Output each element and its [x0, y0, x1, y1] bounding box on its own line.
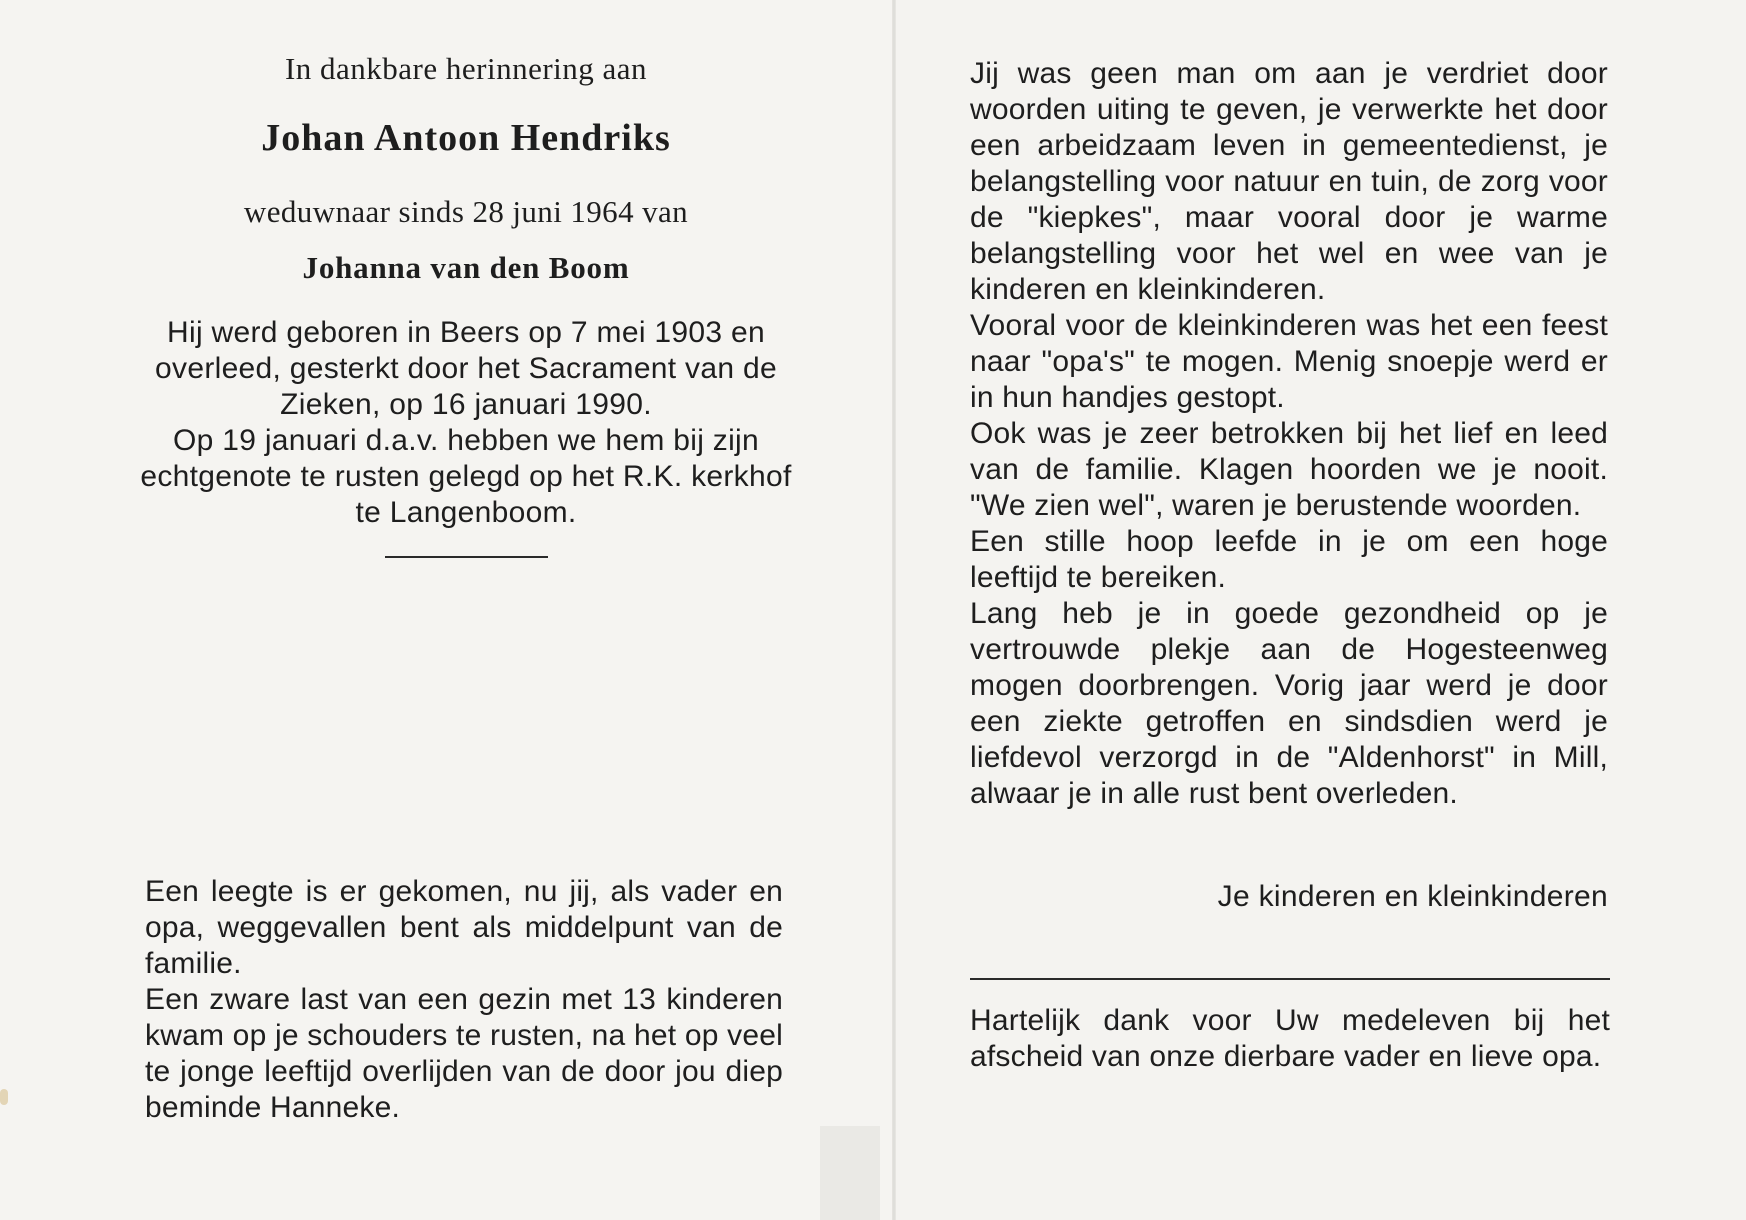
signoff: Je kinderen en kleinkinderen: [1217, 880, 1608, 913]
biography: [140, 315, 792, 531]
tribute-paragraph: Vooral voor de kleinkinderen was het een feest naar "opa's" te mogen. Menig snoepje werd er in hun handjes gestopt.: [970, 309, 1608, 414]
widower-line: weduwnaar sinds 28 juni 1964 van: [243, 194, 689, 229]
biography-birth-death: Hij werd geboren in Beers op 7 mei 1903 en overleed, gesterkt door het Sacrament van de Zieken, op 16 januari 1990.: [155, 316, 777, 421]
paper-texture-shadow: [820, 1126, 880, 1220]
tribute-paragraph: Ook was je zeer betrokken bij het lief en leed van de familie. Klagen hoorden we je nooit. "We zien wel", waren je berustende woorden.: [970, 417, 1608, 522]
tribute-paragraph: Een leegte is er gekomen, nu jij, als vader en opa, weggevallen bent als middelpunt van de familie.: [145, 875, 783, 980]
paper-stain: [0, 1089, 8, 1105]
spouse-name: Johanna van den Boom: [302, 250, 630, 285]
deceased-name: Johan Antoon Hendriks: [261, 117, 671, 159]
short-divider: [385, 556, 548, 558]
thank-you-text: Hartelijk dank voor Uw medeleven bij het afscheid van onze dierbare vader en lieve opa.: [970, 1004, 1610, 1073]
tribute-left: [145, 874, 783, 1126]
long-divider: [970, 978, 1610, 980]
tribute-right: [970, 56, 1608, 812]
tribute-paragraph: Een zware last van een gezin met 13 kinderen kwam op je schouders te rusten, na het op veel te jonge leeftijd overlijden van de door jou diep beminde Hanneke.: [145, 983, 783, 1124]
tribute-paragraph: Een stille hoop leefde in je om een hoge leeftijd te bereiken.: [970, 525, 1608, 594]
thank-you-note: [970, 1003, 1610, 1075]
biography-burial: Op 19 januari d.a.v. hebben we hem bij zijn echtgenote te rusten gelegd op het R.K. kerkhof te Langenboom.: [140, 424, 792, 529]
intro-line: In dankbare herinnering aan: [284, 51, 648, 86]
tribute-paragraph: Lang heb je in goede gezondheid op je vertrouwde plekje aan de Hogesteenweg mogen doorbrengen. Vorig jaar werd je door een ziekte getroffen en sindsdien werd je liefdevol verzorgd in de "Aldenhorst" in Mill, alwaar je in alle rust bent overleden.: [970, 597, 1608, 810]
tribute-paragraph: Jij was geen man om aan je verdriet door woorden uiting te geven, je verwerkte het door een arbeidzaam leven in gemeentedienst, je belangstelling voor natuur en tuin, de zorg voor de "kiepkes", maar vooral door je warme belangstelling voor het wel en wee van je kinderen en kleinkinderen.: [970, 57, 1608, 306]
